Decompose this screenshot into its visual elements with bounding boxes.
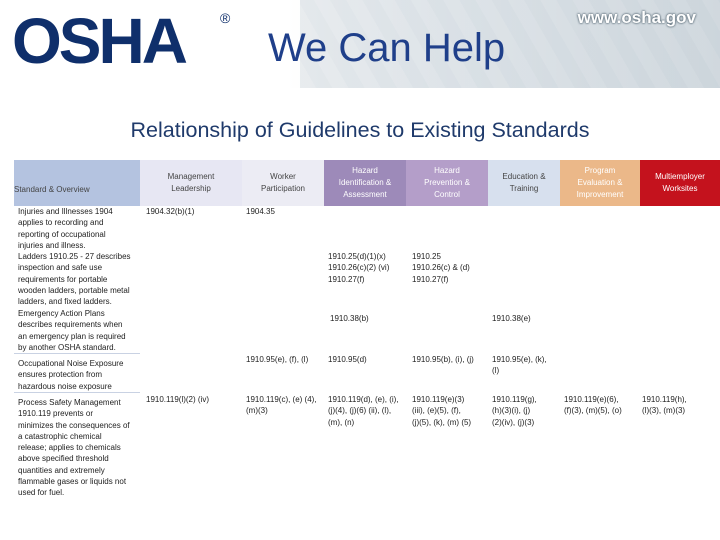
registered-mark: ®: [220, 10, 231, 26]
row-psm-management: 1910.119(l)(2) (iv): [146, 395, 209, 404]
row-noise-hazard-prevention: 1910.95(b), (i), (j): [412, 355, 474, 364]
row-ladders-hazard-prevention: 1910.25 1910.26(c) & (d) 1910.27(f): [412, 252, 470, 284]
standards-table: [14, 160, 720, 500]
column-header-education: Education & Training: [488, 160, 560, 206]
row-injuries-worker: 1904.35: [246, 207, 275, 216]
row-psm-education: 1910.119(g), (h)(3)(i), (j) (2)(iv), (j)(3): [492, 395, 537, 427]
column-header-hazard-id: Hazard Identification & Assessment: [324, 160, 406, 206]
row-psm-hazard-prevention: 1910.119(e)(3) (iii), (e)(5), (f), (j)(5), (k), (m) (5): [412, 395, 472, 427]
row-emergency-education: 1910.38(e): [492, 314, 531, 323]
column-header-multiemployer: Multiemployer Worksites: [640, 160, 720, 206]
row-noise-overview: Occupational Noise Exposure ensures protection from hazardous noise exposure: [18, 359, 124, 391]
column-header-worker: Worker Participation: [242, 160, 324, 206]
osha-logo[interactable]: OSHA: [12, 5, 185, 77]
column-header-standard: Standard & Overview: [14, 160, 140, 206]
row-emergency-hazard-id: 1910.38(b): [330, 314, 369, 323]
row-emergency-overview: Emergency Action Plans describes requirements when an emergency plan is required by another OSHA standard.: [18, 309, 126, 352]
row-noise-worker: 1910.95(e), (f), (l): [246, 355, 309, 364]
slide-title: Relationship of Guidelines to Existing Standards: [130, 118, 590, 142]
header-banner: [0, 0, 720, 88]
row-separator: [14, 392, 140, 393]
row-psm-evaluation: 1910.119(e)(6), (f)(3), (m)(5), (o): [564, 395, 622, 416]
column-header-hazard-prevention: Hazard Prevention & Control: [406, 160, 488, 206]
column-header-management: Management Leadership: [140, 160, 242, 206]
row-injuries-overview: Injuries and Illnesses 1904 applies to recording and reporting of occupational injuries and illness.: [18, 207, 113, 250]
row-psm-overview: Process Safety Management 1910.119 prevents or minimizes the consequences of a catastrophic chemical release; applies to chemicals above specified threshold quantities and extremely flammable gases or liquids not used for fuel.: [18, 398, 130, 498]
row-psm-hazard-id: 1910.119(d), (e), (i), (j)(4), (j)(6) (ii), (l), (m), (n): [328, 395, 399, 427]
row-ladders-hazard-id: 1910.25(d)(1)(x) 1910.26(c)(2) (vi) 1910.27(f): [328, 252, 390, 284]
row-separator: [14, 353, 140, 354]
row-noise-hazard-id: 1910.95(d): [328, 355, 367, 364]
row-injuries-management: 1904.32(b)(1): [146, 207, 195, 216]
row-noise-education: 1910.95(e), (k), (l): [492, 355, 547, 376]
row-psm-multiemployer: 1910.119(h), (l)(3), (m)(3): [642, 395, 687, 416]
column-header-program-eval: Program Evaluation & Improvement: [560, 160, 640, 206]
tagline: We Can Help: [268, 26, 506, 70]
row-ladders-overview: Ladders 1910.25 - 27 describes inspection and safe use requirements for portable wooden ladders, portable metal ladders, and fixed ladders.: [18, 252, 131, 307]
row-psm-worker: 1910.119(c), (e) (4), (m)(3): [246, 395, 317, 416]
site-url-link[interactable]: www.osha.gov: [577, 8, 696, 27]
